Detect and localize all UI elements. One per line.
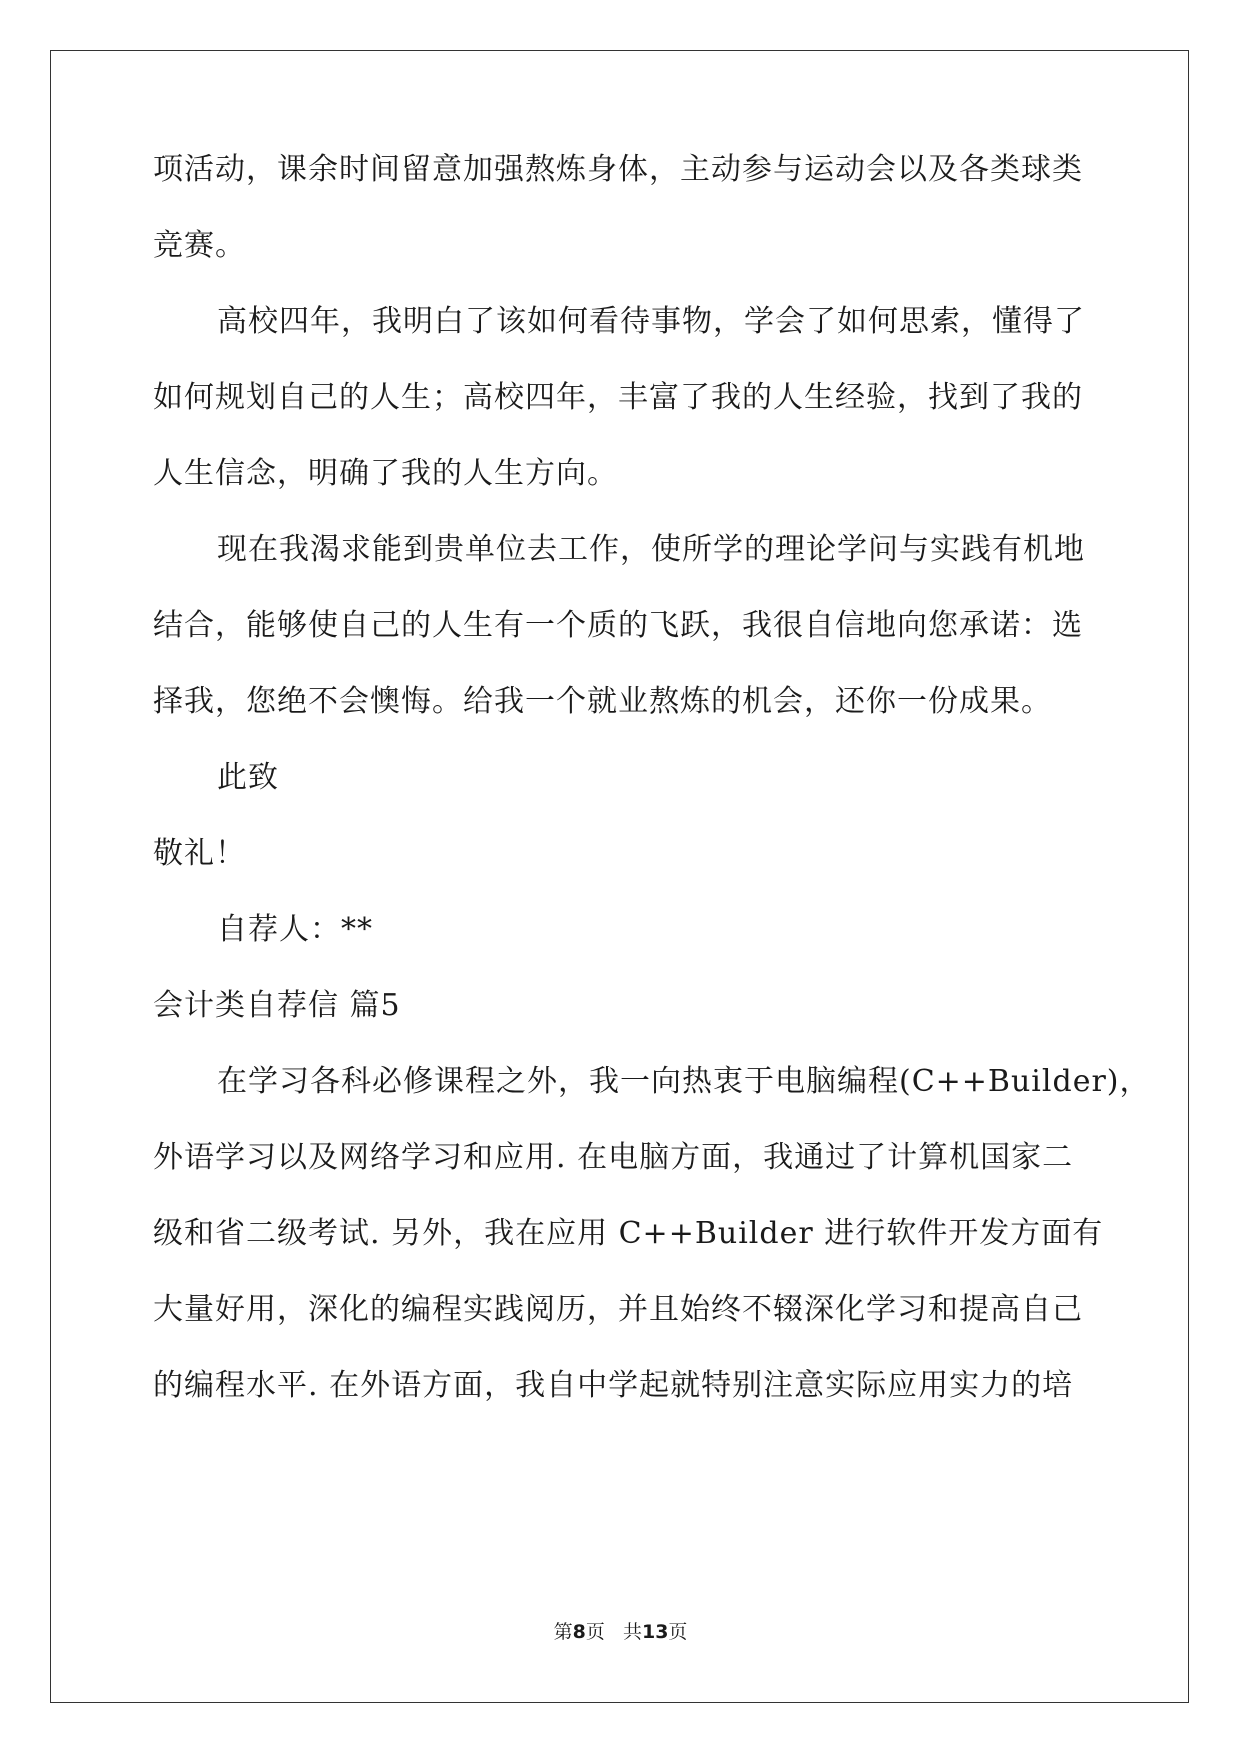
total-page-number: 13 (641, 1621, 669, 1643)
footer-prefix: 第 (553, 1621, 573, 1643)
paragraph-start-line: 现在我渴求能到贵单位去工作，使所学的理论学问与实践有机地 (217, 532, 1085, 567)
closing-salutation: 此致 (217, 760, 279, 795)
footer-total-unit: 页 (668, 1621, 688, 1643)
page-border (50, 50, 1189, 1703)
paragraph-start-line: 高校四年，我明白了该如何看待事物，学会了如何思索，懂得了 (217, 304, 1085, 339)
text-line: 竞赛。 (153, 228, 246, 263)
text-line: 人生信念，明确了我的人生方向。 (153, 456, 618, 491)
text-line: 级和省二级考试. 另外，我在应用 C++Builder 进行软件开发方面有 (153, 1216, 1104, 1251)
text-line: 择我，您绝不会懊悔。给我一个就业熬炼的机会，还你一份成果。 (153, 684, 1052, 719)
text-line: 的编程水平. 在外语方面，我自中学起就特别注意实际应用实力的培 (153, 1368, 1074, 1403)
closing-regards: 敬礼！ (153, 836, 246, 871)
current-page-number: 8 (572, 1621, 586, 1643)
text-line: 项活动，课余时间留意加强熬炼身体，主动参与运动会以及各类球类 (153, 152, 1083, 187)
paragraph-start-line: 在学习各科必修课程之外，我一向热衷于电脑编程(C++Builder)， (217, 1064, 1151, 1099)
text-line: 外语学习以及网络学习和应用. 在电脑方面，我通过了计算机国家二 (153, 1140, 1074, 1175)
section-heading: 会计类自荐信 篇5 (153, 988, 401, 1023)
footer-page-unit: 页 (585, 1621, 605, 1643)
text-line: 大量好用，深化的编程实践阅历，并且始终不辍深化学习和提高自己 (153, 1292, 1083, 1327)
footer-total-prefix: 共 (622, 1621, 642, 1643)
text-line: 结合，能够使自己的人生有一个质的飞跃，我很自信地向您承诺：选 (153, 608, 1083, 643)
signature-line: 自荐人：** (217, 912, 373, 947)
page-footer (0, 1620, 1241, 1644)
text-line: 如何规划自己的人生；高校四年，丰富了我的人生经验，找到了我的 (153, 380, 1083, 415)
